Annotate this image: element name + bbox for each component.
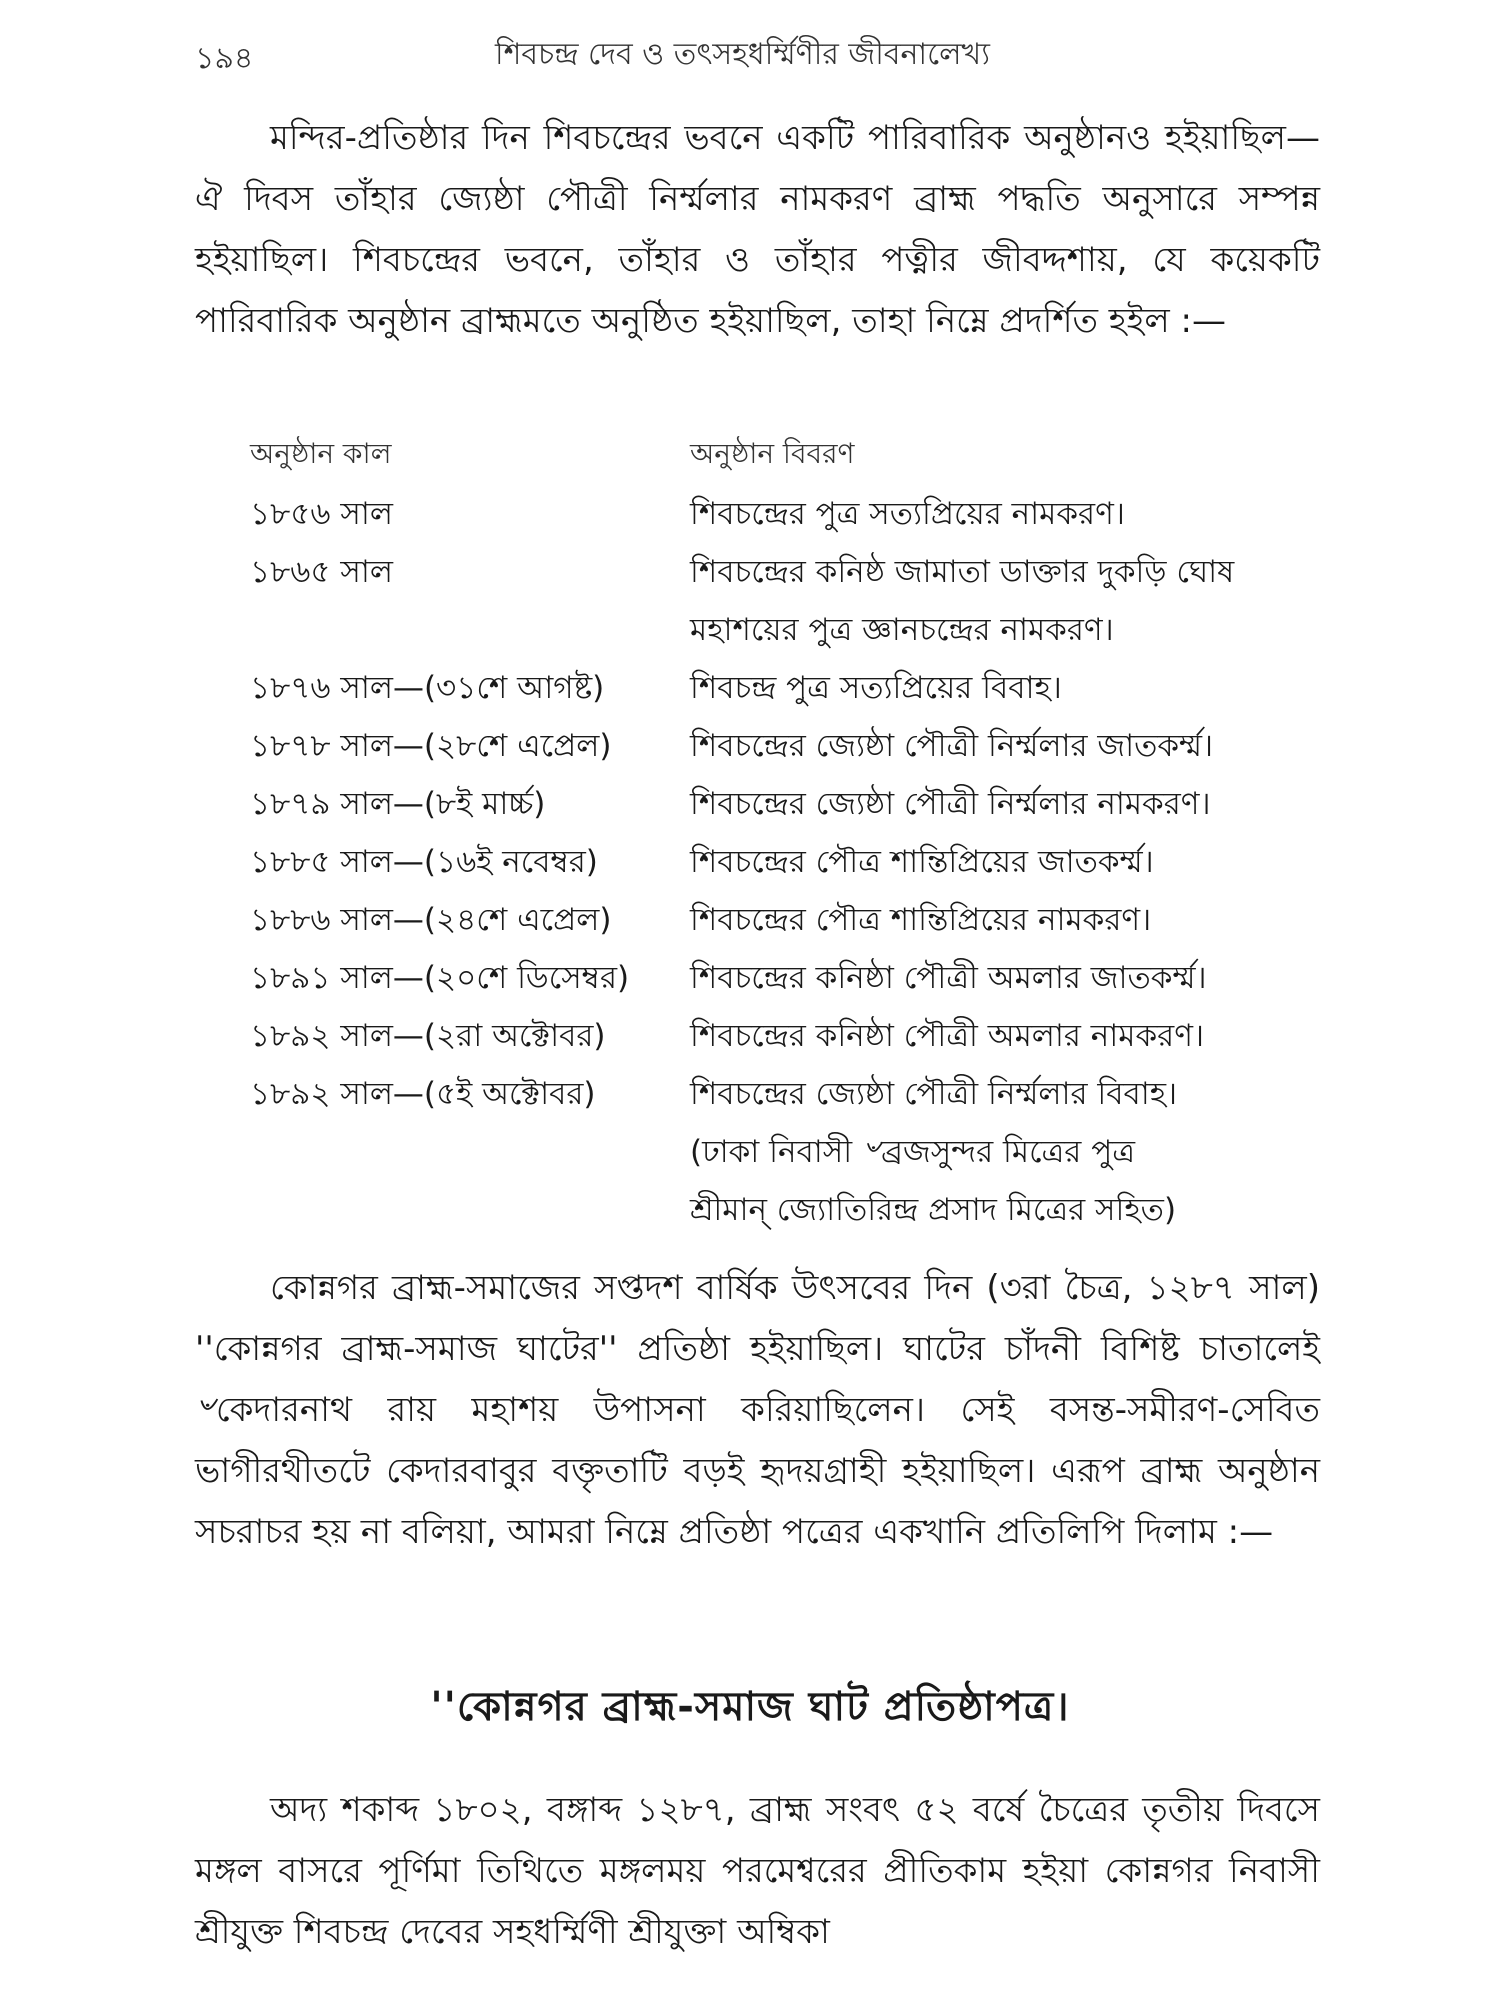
event-time: ১৮৯২ সাল—(২রা অক্টোবর) [250, 1018, 606, 1054]
event-description-line: শিবচন্দ্রের কনিষ্ঠা পৌত্রী অমলার জাতকর্ম্ম। [690, 960, 1207, 996]
event-description-line: শিবচন্দ্রের পৌত্র শান্তিপ্রিয়ের নামকরণ। [690, 902, 1152, 938]
event-description [690, 717, 1300, 775]
event-description [690, 891, 1300, 949]
event-time: ১৮৮৫ সাল—(১৬ই নবেম্বর) [250, 844, 598, 880]
event-time: ১৮৭৯ সাল—(৮ই মার্চ্চ) [250, 786, 546, 822]
event-description [690, 1065, 1300, 1239]
event-time: ১৮৬৫ সাল [250, 554, 393, 590]
event-description-line: শ্রীমান্ জ্যোতিরিন্দ্র প্রসাদ মিত্রের সহিত) [690, 1192, 1177, 1228]
table-row [250, 717, 1300, 775]
event-description [690, 949, 1300, 1007]
event-time: ১৮৫৬ সাল [250, 496, 393, 532]
column-header-time: অনুষ্ঠান কাল [250, 437, 392, 470]
table-row [250, 775, 1300, 833]
table-row [250, 543, 1300, 659]
event-description [690, 833, 1300, 891]
table-row [250, 485, 1300, 543]
event-description-line: শিবচন্দ্রের জ্যেষ্ঠা পৌত্রী নির্ম্মলার জাতকর্ম্ম। [690, 728, 1214, 764]
event-description-line: শিবচন্দ্রের পুত্র সত্যপ্রিয়ের নামকরণ। [690, 496, 1125, 532]
event-description-line: মহাশয়ের পুত্র জ্ঞানচন্দ্রের নামকরণ। [690, 612, 1114, 648]
event-description-line: (ঢাকা নিবাসী ৺ব্রজসুন্দর মিত্রের পুত্র [690, 1134, 1136, 1170]
event-description [690, 775, 1300, 833]
event-description-line: শিবচন্দ্রের জ্যেষ্ঠা পৌত্রী নির্ম্মলার বিবাহ। [690, 1076, 1178, 1112]
event-time: ১৮৮৬ সাল—(২৪শে এপ্রেল) [250, 902, 612, 938]
event-description-line: শিবচন্দ্রের কনিষ্ঠ জামাতা ডাক্তার দুকড়ি ঘোষ [690, 554, 1235, 590]
event-description-line: শিবচন্দ্র পুত্র সত্যপ্রিয়ের বিবাহ। [690, 670, 1062, 706]
table-row [250, 659, 1300, 717]
running-title: শিবচন্দ্র দেব ও তৎসহধর্ম্মিণীর জীবনালেখ্য [495, 37, 990, 72]
event-time: ১৮৯১ সাল—(২০শে ডিসেম্বর) [250, 960, 630, 996]
events-table-header [250, 432, 1250, 472]
page-header [195, 30, 1315, 80]
table-row [250, 1007, 1300, 1065]
table-row [250, 1065, 1300, 1239]
event-time: ১৮৯২ সাল—(৫ই অক্টোবর) [250, 1076, 596, 1112]
event-description [690, 659, 1300, 717]
event-time: ১৮৭৬ সাল—(৩১শে আগষ্ট) [250, 670, 605, 706]
event-description-line: শিবচন্দ্রের জ্যেষ্ঠা পৌত্রী নির্ম্মলার নামকরণ। [690, 786, 1211, 822]
event-description [690, 485, 1300, 543]
event-description-line: শিবচন্দ্রের পৌত্র শান্তিপ্রিয়ের জাতকর্ম্ম। [690, 844, 1154, 880]
event-time: ১৮৭৮ সাল—(২৮শে এপ্রেল) [250, 728, 612, 764]
table-row [250, 949, 1300, 1007]
table-row [250, 833, 1300, 891]
page-number: ১৯৪ [195, 41, 254, 76]
event-description [690, 543, 1300, 659]
ghat-paragraph: কোন্নগর ব্রাহ্ম-সমাজের সপ্তদশ বার্ষিক উৎসবের দিন (৩রা চৈত্র, ১২৮৭ সাল) ''কোন্নগর ব্রাহ্ম-সমাজ ঘাটের'' প্রতিষ্ঠা হইয়াছিল। ঘাটের চাঁদনী বিশিষ্ট চাতালেই ৺কেদারনাথ রায় মহাশয় উপাসনা করিয়াছিলেন। সেই বসন্ত-সমীরণ-সেবিত ভাগীরথীতটে কেদারবাবুর বক্তৃতাটি বড়ই হৃদয়গ্রাহী হইয়াছিল। এরূপ ব্রাহ্ম অনুষ্ঠান সচরাচর হয় না বলিয়া, আমরা নিম্নে প্রতিষ্ঠা পত্রের একখানি প্রতিলিপি দিলাম :— [195, 1268, 1320, 1552]
intro-paragraph: মন্দির-প্রতিষ্ঠার দিন শিবচন্দ্রের ভবনে একটি পারিবারিক অনুষ্ঠানও হইয়াছিল—ঐ দিবস তাঁহার জ্যেষ্ঠা পৌত্রী নির্ম্মলার নামকরণ ব্রাহ্ম পদ্ধতি অনুসারে সম্পন্ন হইয়াছিল। শিবচন্দ্রের ভবনে, তাঁহার ও তাঁহার পত্নীর জীবদ্দশায়, যে কয়েকটি পারিবারিক অনুষ্ঠান ব্রাহ্মমতে অনুষ্ঠিত হইয়াছিল, তাহা নিম্নে প্রদর্শিত হইল :— [195, 118, 1320, 341]
event-description [690, 1007, 1300, 1065]
column-header-description: অনুষ্ঠান বিবরণ [690, 437, 855, 470]
table-row [250, 891, 1300, 949]
events-table [250, 485, 1300, 1239]
event-description-line: শিবচন্দ্রের কনিষ্ঠা পৌত্রী অমলার নামকরণ। [690, 1018, 1205, 1054]
deed-paragraph: অদ্য শকাব্দ ১৮০২, বঙ্গাব্দ ১২৮৭, ব্রাহ্ম সংবৎ ৫২ বর্ষে চৈত্রের তৃতীয় দিবসে মঙ্গল বাসরে পূর্ণিমা তিথিতে মঙ্গলময় পরমেশ্বরের প্রীতিকাম হইয়া কোন্নগর নিবাসী শ্রীযুক্ত শিবচন্দ্র দেবের সহধর্ম্মিণী শ্রীযুক্তা অম্বিকা [195, 1790, 1320, 1952]
section-heading: ''কোন্নগর ব্রাহ্ম-সমাজ ঘাট প্রতিষ্ঠাপত্র। [430, 1684, 1070, 1730]
